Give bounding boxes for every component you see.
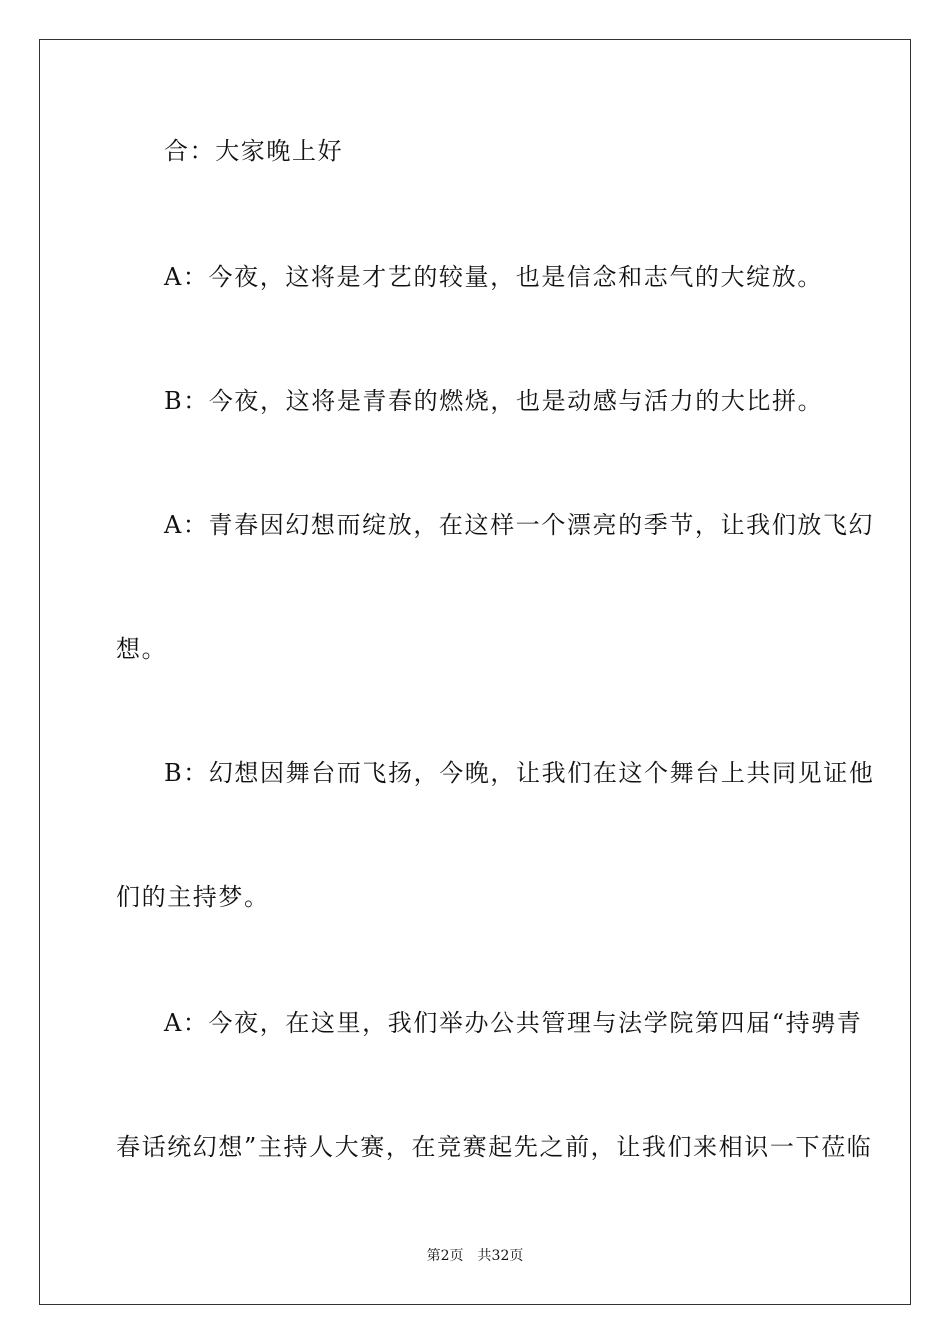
paragraph-line-2: A：今夜，这将是才艺的较量，也是信念和志气的大绽放。 [164,263,823,291]
page-footer [0,1247,950,1265]
paragraph-line-6: B：幻想因舞台而飞扬，今晚，让我们在这个舞台上共同见证他 [164,759,875,787]
paragraph-line-8: A：今夜，在这里，我们举办公共管理与法学院第四届“持骋青 [164,1009,863,1037]
page-border [39,39,911,1305]
paragraph-line-1: 合：大家晚上好 [164,137,344,165]
paragraph-line-4: A：青春因幻想而绽放，在这样一个漂亮的季节，让我们放飞幻 [164,511,875,539]
paragraph-line-3: B：今夜，这将是青春的燃烧，也是动感与活力的大比拼。 [164,387,824,415]
paragraph-line-7: 们的主持梦。 [116,883,270,911]
page-total: 共32页 [477,1248,524,1264]
page-number: 第2页 [426,1248,464,1264]
paragraph-line-5: 想。 [116,635,168,663]
paragraph-line-9: 春话统幻想”主持人大赛，在竞赛起先之前，让我们来相识一下莅临 [116,1133,873,1161]
